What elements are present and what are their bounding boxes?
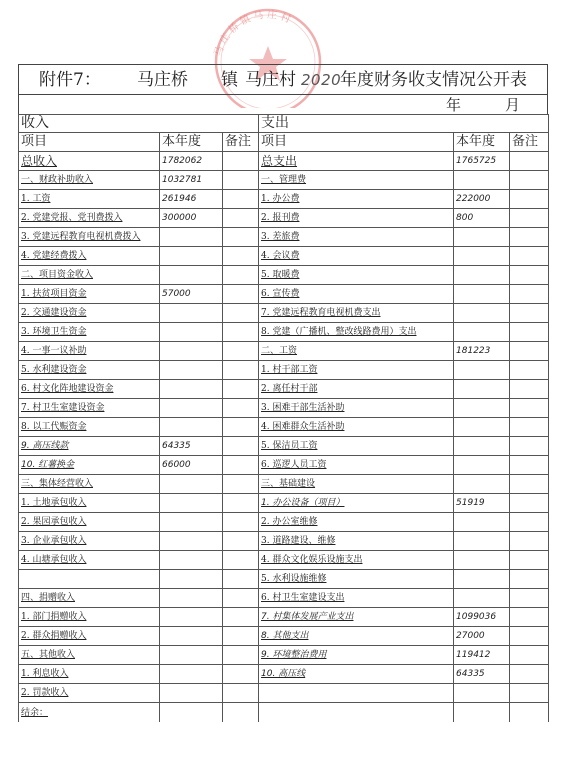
expense-note-cell [510, 475, 549, 494]
expense-value-cell [454, 247, 510, 266]
table-row [19, 266, 549, 285]
expense-value-cell [454, 703, 510, 722]
expense-item-cell: 5. 取暖费 [259, 266, 454, 285]
expense-note-cell [510, 437, 549, 456]
year-label: 年 [446, 96, 462, 114]
date-row [18, 94, 548, 114]
expense-item-cell: 6. 村卫生室建设支出 [259, 589, 454, 608]
table-row [19, 570, 549, 589]
table-row [19, 456, 549, 475]
income-note-cell [223, 361, 259, 380]
expense-note-cell [510, 266, 549, 285]
income-item-cell: 1. 扶贫项目资金 [19, 285, 160, 304]
title-year: 2020 [301, 71, 342, 89]
income-item-cell: 二、项目资金收入 [19, 266, 160, 285]
table-row [19, 437, 549, 456]
expense-item-cell: 3. 道路建设、维修 [259, 532, 454, 551]
form-title [18, 64, 548, 94]
income-item-cell: 三、集体经营收入 [19, 475, 160, 494]
income-value-cell: 1032781 [160, 171, 223, 190]
expense-item-cell: 7. 党建远程教育电视机费支出 [259, 304, 454, 323]
income-note-cell [223, 532, 259, 551]
table-row [19, 399, 549, 418]
income-note-cell [223, 418, 259, 437]
income-value-cell [160, 627, 223, 646]
expense-item-cell: 一、管理费 [259, 171, 454, 190]
table-row [19, 494, 549, 513]
expense-value-cell [454, 570, 510, 589]
expense-item-cell: 4. 困难群众生活补助 [259, 418, 454, 437]
expense-note-cell [510, 627, 549, 646]
section-header-row [19, 115, 549, 133]
income-note-cell [223, 323, 259, 342]
expense-value-cell: 1099036 [454, 608, 510, 627]
income-item-cell: 9. 高压线款 [19, 437, 160, 456]
table-row [19, 152, 549, 171]
income-section-label: 收入 [19, 115, 259, 133]
expense-item-cell: 7. 村集体发展产业支出 [259, 608, 454, 627]
expense-note-cell [510, 304, 549, 323]
table-row [19, 342, 549, 361]
expense-note-cell [510, 247, 549, 266]
table-row [19, 703, 549, 722]
income-note-cell [223, 209, 259, 228]
income-col-note: 备注 [223, 133, 259, 152]
income-value-cell [160, 589, 223, 608]
income-value-cell [160, 475, 223, 494]
expense-value-cell [454, 456, 510, 475]
expense-note-cell [510, 380, 549, 399]
income-item-cell: 2. 党建党报、党刊费拨入 [19, 209, 160, 228]
expense-item-cell: 9. 环境整治费用 [259, 646, 454, 665]
expense-note-cell [510, 494, 549, 513]
expense-item-cell [259, 703, 454, 722]
expense-value-cell: 800 [454, 209, 510, 228]
income-item-cell: 5. 水利建设资金 [19, 361, 160, 380]
income-item-cell: 2. 果园承包收入 [19, 513, 160, 532]
income-value-cell [160, 608, 223, 627]
expense-value-cell [454, 589, 510, 608]
seal-text: 马庄桥镇马庄村 [212, 9, 295, 58]
expense-note-cell [510, 703, 549, 722]
income-note-cell [223, 494, 259, 513]
income-value-cell [160, 247, 223, 266]
expense-value-cell: 1765725 [454, 152, 510, 171]
expense-note-cell [510, 361, 549, 380]
income-note-cell [223, 152, 259, 171]
expense-value-cell [454, 323, 510, 342]
table-row [19, 323, 549, 342]
expense-note-cell [510, 589, 549, 608]
income-note-cell [223, 266, 259, 285]
income-note-cell [223, 437, 259, 456]
expense-note-cell [510, 228, 549, 247]
income-note-cell [223, 665, 259, 684]
expense-item-cell: 总支出 [259, 152, 454, 171]
expense-value-cell [454, 551, 510, 570]
income-item-cell: 3. 环境卫生资金 [19, 323, 160, 342]
expense-item-cell: 1. 办公设备（项目） [259, 494, 454, 513]
expense-note-cell [510, 551, 549, 570]
expense-note-cell [510, 285, 549, 304]
title-attachment: 附件7： [39, 70, 101, 90]
income-value-cell [160, 532, 223, 551]
income-col-item: 项目 [19, 133, 160, 152]
income-item-cell: 五、其他收入 [19, 646, 160, 665]
expense-item-cell: 3. 差旅费 [259, 228, 454, 247]
table-row [19, 209, 549, 228]
income-col-year: 本年度 [160, 133, 223, 152]
expense-item-cell: 二、工资 [259, 342, 454, 361]
table-row [19, 418, 549, 437]
income-note-cell [223, 247, 259, 266]
finance-table [18, 114, 549, 722]
income-item-cell: 四、捐赠收入 [19, 589, 160, 608]
income-item-cell: 10. 红薯换金 [19, 456, 160, 475]
expense-note-cell [510, 646, 549, 665]
table-row [19, 684, 549, 703]
income-note-cell [223, 627, 259, 646]
expense-value-cell [454, 399, 510, 418]
income-value-cell [160, 380, 223, 399]
table-row [19, 627, 549, 646]
expense-note-cell [510, 342, 549, 361]
expense-value-cell: 51919 [454, 494, 510, 513]
table-row [19, 285, 549, 304]
income-item-cell: 结余： [19, 703, 160, 722]
expense-item-cell: 三、基础建设 [259, 475, 454, 494]
income-value-cell [160, 342, 223, 361]
expense-col-note: 备注 [510, 133, 549, 152]
income-note-cell [223, 456, 259, 475]
svg-text:马庄桥镇马庄村 [212, 8, 296, 58]
table-row [19, 171, 549, 190]
income-item-cell: 4. 一事一议补助 [19, 342, 160, 361]
expense-value-cell [454, 513, 510, 532]
expense-item-cell: 4. 会议费 [259, 247, 454, 266]
income-item-cell: 2. 罚款收入 [19, 684, 160, 703]
income-value-cell [160, 494, 223, 513]
expense-value-cell: 27000 [454, 627, 510, 646]
income-item-cell: 1. 利息收入 [19, 665, 160, 684]
expense-item-cell: 2. 办公室维修 [259, 513, 454, 532]
expense-note-cell [510, 418, 549, 437]
income-item-cell: 4. 山塘承包收入 [19, 551, 160, 570]
expense-note-cell [510, 399, 549, 418]
expense-col-year: 本年度 [454, 133, 510, 152]
expense-item-cell: 1. 办公费 [259, 190, 454, 209]
income-note-cell [223, 570, 259, 589]
expense-value-cell [454, 532, 510, 551]
income-note-cell [223, 589, 259, 608]
expense-item-cell: 10. 高压线 [259, 665, 454, 684]
expense-item-cell: 8. 其他支出 [259, 627, 454, 646]
table-row [19, 247, 549, 266]
income-value-cell: 1782062 [160, 152, 223, 171]
expense-value-cell: 222000 [454, 190, 510, 209]
income-note-cell [223, 342, 259, 361]
expense-value-cell [454, 684, 510, 703]
expense-value-cell: 119412 [454, 646, 510, 665]
income-value-cell [160, 361, 223, 380]
expense-item-cell: 5. 水利设施维修 [259, 570, 454, 589]
income-value-cell [160, 266, 223, 285]
table-row [19, 475, 549, 494]
expense-note-cell [510, 152, 549, 171]
expense-item-cell: 4. 群众文化娱乐设施支出 [259, 551, 454, 570]
expense-value-cell: 181223 [454, 342, 510, 361]
income-note-cell [223, 380, 259, 399]
income-value-cell: 300000 [160, 209, 223, 228]
expense-note-cell [510, 570, 549, 589]
expense-item-cell: 1. 村干部工资 [259, 361, 454, 380]
income-note-cell [223, 646, 259, 665]
income-item-cell: 一、财政补助收入 [19, 171, 160, 190]
expense-note-cell [510, 171, 549, 190]
income-item-cell: 7. 村卫生室建设资金 [19, 399, 160, 418]
income-item-cell: 4. 党建经费拨入 [19, 247, 160, 266]
expense-value-cell [454, 418, 510, 437]
expense-note-cell [510, 323, 549, 342]
table-row [19, 646, 549, 665]
column-header-row [19, 133, 549, 152]
title-suffix: 年度财务收支情况公开表 [340, 70, 527, 90]
income-value-cell: 66000 [160, 456, 223, 475]
expense-note-cell [510, 513, 549, 532]
income-note-cell [223, 475, 259, 494]
income-value-cell [160, 399, 223, 418]
income-note-cell [223, 190, 259, 209]
income-item-cell: 3. 党建远程教育电视机费拨入 [19, 228, 160, 247]
expense-value-cell: 64335 [454, 665, 510, 684]
expense-note-cell [510, 608, 549, 627]
income-value-cell [160, 513, 223, 532]
income-value-cell [160, 551, 223, 570]
table-row [19, 551, 549, 570]
table-row [19, 361, 549, 380]
income-item-cell: 6. 村文化阵地建设资金 [19, 380, 160, 399]
expense-item-cell: 3. 困难干部生活补助 [259, 399, 454, 418]
expense-note-cell [510, 456, 549, 475]
income-note-cell [223, 285, 259, 304]
income-note-cell [223, 228, 259, 247]
income-note-cell [223, 703, 259, 722]
table-row [19, 513, 549, 532]
table-row [19, 190, 549, 209]
expense-value-cell [454, 285, 510, 304]
expense-value-cell [454, 475, 510, 494]
expense-item-cell: 8. 党建（广播机、整改线路费用）支出 [259, 323, 454, 342]
expense-value-cell [454, 171, 510, 190]
expense-value-cell [454, 304, 510, 323]
income-value-cell [160, 323, 223, 342]
expense-item-cell: 2. 离任村干部 [259, 380, 454, 399]
expense-value-cell [454, 380, 510, 399]
expense-value-cell [454, 361, 510, 380]
income-value-cell: 261946 [160, 190, 223, 209]
expense-section-label: 支出 [259, 115, 549, 133]
income-item-cell: 1. 工资 [19, 190, 160, 209]
income-value-cell: 64335 [160, 437, 223, 456]
expense-note-cell [510, 190, 549, 209]
income-value-cell [160, 703, 223, 722]
expense-value-cell [454, 266, 510, 285]
income-value-cell [160, 418, 223, 437]
expense-note-cell [510, 665, 549, 684]
income-value-cell: 57000 [160, 285, 223, 304]
income-value-cell [160, 665, 223, 684]
table-row [19, 665, 549, 684]
income-item-cell: 3. 企业承包收入 [19, 532, 160, 551]
table-row [19, 608, 549, 627]
income-item-cell: 1. 土地承包收入 [19, 494, 160, 513]
title-village-name: 马庄村 [245, 70, 296, 90]
table-row [19, 589, 549, 608]
income-note-cell [223, 551, 259, 570]
income-value-cell [160, 684, 223, 703]
table-row [19, 380, 549, 399]
income-item-cell: 2. 交通建设资金 [19, 304, 160, 323]
expense-col-item: 项目 [259, 133, 454, 152]
expense-value-cell [454, 437, 510, 456]
income-note-cell [223, 171, 259, 190]
expense-note-cell [510, 209, 549, 228]
expense-item-cell: 6. 巡逻人员工资 [259, 456, 454, 475]
income-value-cell [160, 646, 223, 665]
table-row [19, 304, 549, 323]
title-town-name: 马庄桥 [137, 70, 188, 90]
title-town-suffix: 镇 [221, 70, 238, 90]
month-label: 月 [505, 96, 521, 114]
income-note-cell [223, 513, 259, 532]
income-item-cell: 1. 部门捐赠收入 [19, 608, 160, 627]
expense-note-cell [510, 532, 549, 551]
income-item-cell [19, 570, 160, 589]
table-row [19, 532, 549, 551]
expense-item-cell [259, 684, 454, 703]
income-item-cell: 8. 以工代赈资金 [19, 418, 160, 437]
expense-value-cell [454, 228, 510, 247]
income-note-cell [223, 304, 259, 323]
expense-note-cell [510, 684, 549, 703]
expense-item-cell: 5. 保洁员工资 [259, 437, 454, 456]
expense-item-cell: 2. 报刊费 [259, 209, 454, 228]
income-value-cell [160, 228, 223, 247]
income-note-cell [223, 608, 259, 627]
income-note-cell [223, 399, 259, 418]
income-item-cell: 总收入 [19, 152, 160, 171]
expense-item-cell: 6. 宣传费 [259, 285, 454, 304]
income-note-cell [223, 684, 259, 703]
income-item-cell: 2. 群众捐赠收入 [19, 627, 160, 646]
income-value-cell [160, 570, 223, 589]
table-row [19, 228, 549, 247]
income-value-cell [160, 304, 223, 323]
